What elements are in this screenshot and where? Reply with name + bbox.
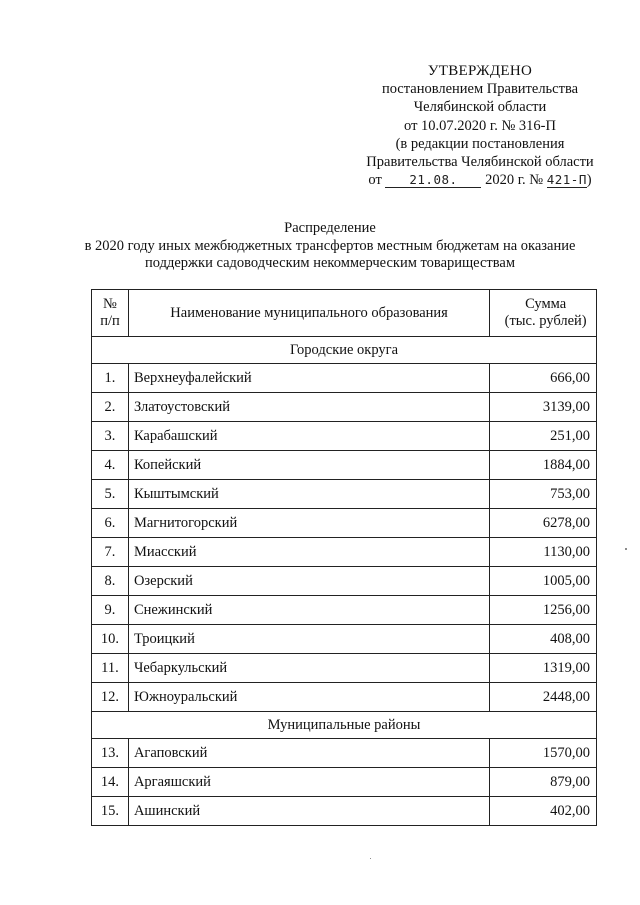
approval-line: Правительства Челябинской области xyxy=(366,154,594,171)
row-number: 9. xyxy=(92,596,129,625)
row-name: Златоустовский xyxy=(128,393,489,422)
scan-speck xyxy=(370,858,371,859)
row-sum: 1005,00 xyxy=(490,567,597,596)
row-number: 4. xyxy=(92,451,129,480)
row-number: 1. xyxy=(92,364,129,393)
row-name: Карабашский xyxy=(128,422,489,451)
header-sum xyxy=(490,290,597,337)
row-name: Верхнеуфалейский xyxy=(128,364,489,393)
approval-line: (в редакции постановления xyxy=(395,135,565,152)
table-row xyxy=(92,567,597,596)
row-name: Чебаркульский xyxy=(128,654,489,683)
approval-line: Челябинской области xyxy=(413,99,547,116)
row-number: 15. xyxy=(92,797,129,826)
row-number: 8. xyxy=(92,567,129,596)
table-row xyxy=(92,422,597,451)
row-number: 2. xyxy=(92,393,129,422)
section-row xyxy=(92,337,597,364)
row-name: Снежинский xyxy=(128,596,489,625)
row-sum: 6278,00 xyxy=(490,509,597,538)
year-text: 2020 г. № xyxy=(485,172,544,189)
table-row xyxy=(92,480,597,509)
header-sum-line: Сумма xyxy=(525,296,567,312)
row-number: 5. xyxy=(92,480,129,509)
table-row xyxy=(92,625,597,654)
header-number xyxy=(92,290,129,337)
row-sum: 3139,00 xyxy=(490,393,597,422)
row-sum: 2448,00 xyxy=(490,683,597,712)
table-row xyxy=(92,509,597,538)
title-line: Распределение xyxy=(284,220,376,236)
table-row xyxy=(92,393,597,422)
handwritten-date: 21.08. xyxy=(409,172,458,188)
row-sum: 753,00 xyxy=(490,480,597,509)
row-sum: 1130,00 xyxy=(490,538,597,567)
table-row xyxy=(92,364,597,393)
row-number: 6. xyxy=(92,509,129,538)
scan-speck xyxy=(625,548,627,550)
row-sum: 879,00 xyxy=(490,768,597,797)
table-row xyxy=(92,451,597,480)
row-name: Миасский xyxy=(128,538,489,567)
table-row xyxy=(92,768,597,797)
table-body xyxy=(92,337,597,826)
handwritten-number: 421-П xyxy=(546,172,587,188)
distribution-table xyxy=(91,289,597,826)
row-sum: 408,00 xyxy=(490,625,597,654)
row-sum: 1319,00 xyxy=(490,654,597,683)
row-name: Озерский xyxy=(128,567,489,596)
title-line: поддержки садоводческим некоммерческим товариществам xyxy=(144,255,516,272)
row-name: Ашинский xyxy=(128,797,489,826)
row-name: Магнитогорский xyxy=(128,509,489,538)
section-row xyxy=(92,712,597,739)
row-name: Агаповский xyxy=(128,739,489,768)
approval-line: от 10.07.2020 г. № 316-П xyxy=(404,117,556,134)
section-title: Городские округа xyxy=(92,337,597,364)
table-row xyxy=(92,739,597,768)
approval-line: постановлением Правительства xyxy=(381,81,579,98)
approval-heading: УТВЕРЖДЕНО xyxy=(427,63,533,79)
row-number: 11. xyxy=(92,654,129,683)
table-row xyxy=(92,797,597,826)
section-title: Муниципальные районы xyxy=(92,712,597,739)
row-number: 14. xyxy=(92,768,129,797)
row-sum: 1570,00 xyxy=(490,739,597,768)
table-row xyxy=(92,683,597,712)
row-sum: 666,00 xyxy=(490,364,597,393)
header-name: Наименование муниципального образования xyxy=(128,290,489,337)
row-number: 13. xyxy=(92,739,129,768)
table-row xyxy=(92,596,597,625)
date-prefix: от xyxy=(368,172,382,189)
date-underline-field xyxy=(385,173,481,188)
row-sum: 1884,00 xyxy=(490,451,597,480)
row-number: 7. xyxy=(92,538,129,567)
number-underline-field xyxy=(547,173,587,188)
row-sum: 402,00 xyxy=(490,797,597,826)
row-number: 3. xyxy=(92,422,129,451)
header-number-line: п/п xyxy=(100,313,120,329)
header-sum-line: (тыс. рублей) xyxy=(504,313,587,329)
row-number: 12. xyxy=(92,683,129,712)
row-name: Копейский xyxy=(128,451,489,480)
table-header-row xyxy=(92,290,597,337)
closing-paren: ) xyxy=(586,172,592,189)
row-sum: 251,00 xyxy=(490,422,597,451)
document-title xyxy=(60,220,600,273)
row-sum: 1256,00 xyxy=(490,596,597,625)
approval-date-line xyxy=(340,171,620,189)
row-name: Троицкий xyxy=(128,625,489,654)
header-number-line: № xyxy=(103,296,117,312)
table-row xyxy=(92,654,597,683)
row-number: 10. xyxy=(92,625,129,654)
row-name: Южноуральский xyxy=(128,683,489,712)
row-name: Кыштымский xyxy=(128,480,489,509)
approval-block xyxy=(340,62,620,189)
table-row xyxy=(92,538,597,567)
title-line: в 2020 году иных межбюджетных трансфертов местным бюджетам на оказание xyxy=(84,237,576,254)
row-name: Аргаяшский xyxy=(128,768,489,797)
